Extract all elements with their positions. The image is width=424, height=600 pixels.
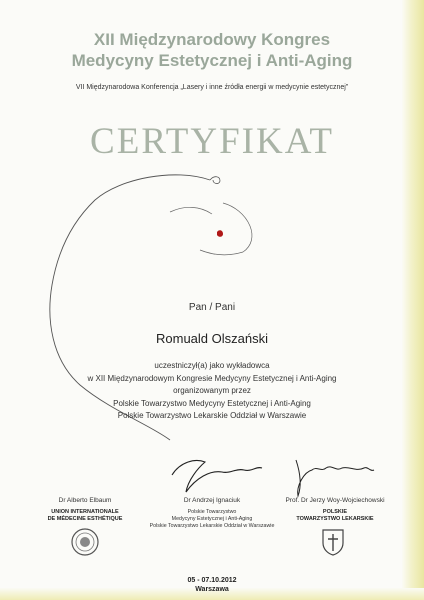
body-line: organizowanym przez	[173, 386, 251, 395]
signatory-org-3	[290, 509, 380, 523]
event-city: Warszawa	[195, 586, 229, 593]
union-seal-icon	[70, 527, 100, 557]
org-line: Polskie Towarzystwo	[187, 509, 237, 515]
salutation: Pan / Pani	[188, 302, 236, 313]
recipient-name: Romuald Olszański	[156, 331, 268, 346]
signatory-name-2: Dr Andrzej Ignaciuk	[183, 497, 241, 504]
certificate-heading: CERTYFIKAT	[90, 121, 334, 162]
title-line-1: XII Międzynarodowy Kongres	[93, 30, 331, 49]
event-date: 05 - 07.10.2012	[187, 577, 237, 584]
body-line: uczestniczył(a) jako wykładowca	[154, 361, 270, 370]
conference-subtitle: VII Międzynarodowa Konferencja „Lasery i inne źródła energii w medycynie estetycznej”	[75, 84, 349, 91]
signature-woy-wojciechowski	[296, 460, 374, 496]
signatory-name-1: Dr Alberto Elbaum	[58, 497, 112, 504]
org-line: UNION INTERNATIONALE	[51, 509, 119, 515]
title-line-2: Medycyny Estetycznej i Anti-Aging	[71, 51, 353, 70]
org-line: Polskie Towarzystwo Lekarskie Oddział w Warszawie	[149, 522, 275, 529]
ptl-crest-icon	[321, 527, 345, 557]
org-line: DE MÉDECINE ESTHÉTIQUE	[47, 516, 123, 522]
org-line: TOWARZYSTWO LEKARSKIE	[296, 516, 374, 522]
body-line: Polskie Towarzystwo Lekarskie Oddział w Warszawie	[117, 411, 307, 420]
signatory-org-2	[142, 509, 282, 529]
body-line: w XII Międzynarodowym Kongresie Medycyny Estetycznej i Anti-Aging	[87, 373, 337, 383]
org-line: Medycyny Estetycznej i Anti-Aging	[171, 515, 253, 522]
signatory-org-1	[35, 509, 135, 523]
signatory-name-3: Prof. Dr Jerzy Woy-Wojciechowski	[285, 497, 385, 504]
signature-ignaciuk	[172, 461, 262, 492]
body-line: Polskie Towarzystwo Medycyny Estetycznej i Anti-Aging	[113, 398, 311, 408]
org-line: POLSKIE	[322, 509, 348, 515]
